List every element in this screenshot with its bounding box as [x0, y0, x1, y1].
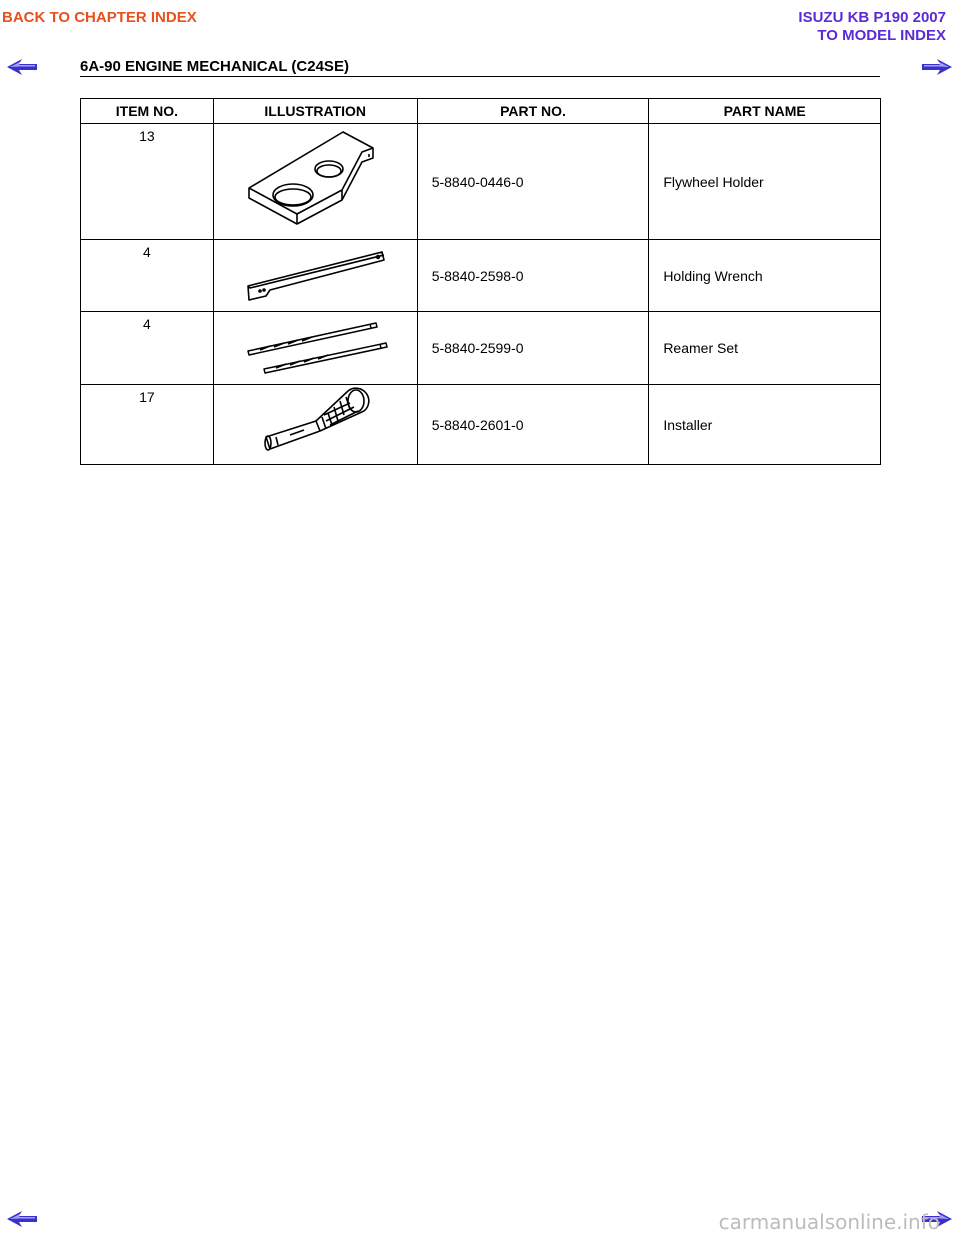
part-no: 5-8840-2598-0 [417, 240, 649, 312]
header-divider [80, 76, 880, 77]
model-header [798, 9, 946, 45]
illustration-cell [213, 240, 417, 312]
table-header-row [81, 99, 881, 124]
part-name: Installer [649, 385, 881, 465]
illustration-cell [213, 312, 417, 385]
header-item-no: ITEM NO. [81, 99, 214, 124]
table-row [81, 312, 881, 385]
item-no: 13 [81, 124, 214, 240]
item-no: 4 [81, 312, 214, 385]
part-no: 5-8840-0446-0 [417, 124, 649, 240]
back-to-chapter-index-link[interactable]: BACK TO CHAPTER INDEX [2, 9, 197, 26]
table-row [81, 124, 881, 240]
model-name: ISUZU KB P190 2007 [798, 9, 946, 26]
previous-page-arrow-bottom-icon[interactable] [6, 1210, 38, 1228]
reamer-set-icon [240, 319, 390, 375]
header-part-no: PART NO. [417, 99, 649, 124]
special-tools-table [80, 98, 881, 465]
table-row [81, 240, 881, 312]
section-title: 6A-90 ENGINE MECHANICAL (C24SE) [80, 58, 349, 75]
previous-page-arrow-icon[interactable] [6, 58, 38, 76]
part-name: Holding Wrench [649, 240, 881, 312]
watermark: carmanualsonline.info [718, 1210, 940, 1234]
part-no: 5-8840-2599-0 [417, 312, 649, 385]
item-no: 17 [81, 385, 214, 465]
installer-icon [260, 385, 370, 461]
part-name: Reamer Set [649, 312, 881, 385]
header-part-name: PART NAME [649, 99, 881, 124]
to-model-index-link[interactable]: TO MODEL INDEX [817, 27, 946, 44]
illustration-cell [213, 124, 417, 240]
next-page-arrow-icon[interactable] [921, 58, 953, 76]
item-no: 4 [81, 240, 214, 312]
header-illustration: ILLUSTRATION [213, 99, 417, 124]
illustration-cell [213, 385, 417, 465]
holding-wrench-icon [240, 244, 390, 304]
part-no: 5-8840-2601-0 [417, 385, 649, 465]
table-row [81, 385, 881, 465]
part-name: Flywheel Holder [649, 124, 881, 240]
flywheel-holder-icon [245, 128, 385, 232]
